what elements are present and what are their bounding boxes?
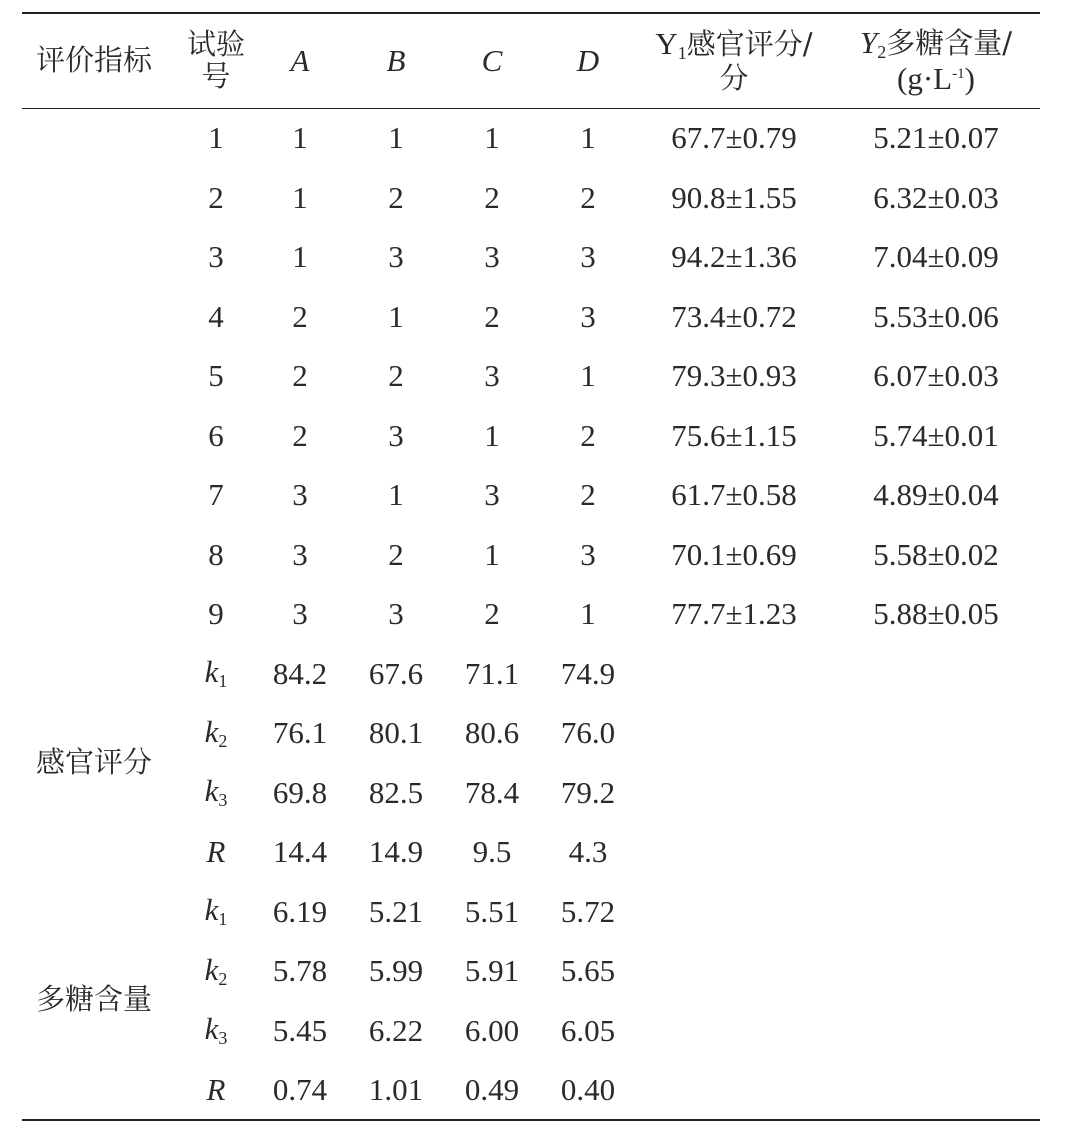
analysis-symbol: k — [204, 654, 219, 690]
trial-level-d-cell: 2 — [580, 417, 596, 453]
header-y1-label: 感官评分/ — [686, 26, 813, 61]
analysis-y1-cell-empty — [636, 822, 832, 882]
analysis-value-a-cell: 6.19 — [272, 893, 328, 929]
analysis-value-d-cell: 5.65 — [560, 953, 616, 989]
analysis-symbol: k — [204, 951, 219, 987]
analysis-value-a-cell: 5.45 — [272, 1012, 328, 1048]
analysis-y1-cell-empty — [636, 882, 832, 942]
analysis-row — [22, 882, 1040, 942]
analysis-value-c-cell: 6.00 — [464, 1012, 520, 1048]
trial-number-cell: 8 — [208, 536, 224, 572]
trial-number-cell: 7 — [208, 477, 224, 513]
trial-level-a-cell: 3 — [292, 596, 308, 632]
analysis-symbol-subscript: 3 — [218, 790, 228, 811]
trial-level-a-cell: 3 — [292, 536, 308, 572]
analysis-symbol-cell — [180, 763, 252, 823]
analysis-y2-cell-empty — [832, 1001, 1040, 1061]
trial-number-cell: 4 — [208, 298, 224, 334]
trial-level-d-cell: 2 — [580, 477, 596, 513]
analysis-symbol: k — [204, 1011, 219, 1047]
analysis-value-d-cell: 5.72 — [560, 893, 616, 929]
analysis-value-c-cell: 5.91 — [464, 953, 520, 989]
orthogonal-test-table-container — [22, 12, 1040, 1121]
analysis-row — [22, 644, 1040, 704]
analysis-value-d-cell: 79.2 — [560, 774, 616, 810]
trial-number-cell: 1 — [208, 120, 224, 156]
header-trial-number — [180, 13, 252, 108]
analysis-y2-cell-empty — [832, 644, 1040, 704]
trial-level-b-cell: 1 — [388, 298, 404, 334]
trial-level-d-cell: 1 — [580, 596, 596, 632]
analysis-symbol: R — [206, 834, 226, 870]
trial-level-c-cell: 2 — [484, 298, 500, 334]
trial-level-c-cell: 2 — [484, 596, 500, 632]
analysis-value-d-cell: 4.3 — [568, 834, 608, 870]
analysis-symbol-cell — [180, 1001, 252, 1061]
header-y1-sensory-score — [636, 13, 832, 108]
header-factor-a: A — [290, 43, 310, 79]
trial-number-cell: 2 — [208, 179, 224, 215]
trial-index-cell-empty — [22, 108, 180, 644]
table-body — [22, 108, 1040, 1120]
analysis-value-b-cell: 6.22 — [368, 1012, 424, 1048]
trial-level-b-cell: 3 — [388, 596, 404, 632]
analysis-value-c-cell: 5.51 — [464, 893, 520, 929]
analysis-value-c-cell: 80.6 — [464, 715, 520, 751]
analysis-symbol: R — [206, 1071, 226, 1107]
analysis-symbol-cell — [180, 882, 252, 942]
header-trial-number-line1: 试验 — [186, 27, 245, 62]
trial-y1-cell: 90.8±1.55 — [671, 179, 797, 215]
trial-y1-cell: 75.6±1.15 — [671, 417, 797, 453]
trial-level-b-cell: 3 — [388, 239, 404, 275]
trial-level-c-cell: 1 — [484, 417, 500, 453]
trial-level-c-cell: 1 — [484, 120, 500, 156]
analysis-symbol: k — [204, 713, 219, 749]
analysis-y1-cell-empty — [636, 1060, 832, 1120]
analysis-value-b-cell: 1.01 — [368, 1071, 424, 1107]
orthogonal-test-table — [22, 12, 1040, 1121]
analysis-symbol-cell — [180, 703, 252, 763]
trial-number-cell: 9 — [208, 596, 224, 632]
trial-level-b-cell: 2 — [388, 179, 404, 215]
analysis-symbol-subscript: 2 — [218, 968, 228, 989]
analysis-index-label: 多糖含量 — [36, 982, 153, 1017]
trial-number-cell: 5 — [208, 358, 224, 394]
analysis-value-a-cell: 14.4 — [272, 834, 328, 870]
analysis-value-b-cell: 82.5 — [368, 774, 424, 810]
analysis-value-d-cell: 6.05 — [560, 1012, 616, 1048]
analysis-value-b-cell: 14.9 — [368, 834, 424, 870]
analysis-y2-cell-empty — [832, 882, 1040, 942]
trial-level-d-cell: 1 — [580, 120, 596, 156]
trial-level-b-cell: 1 — [388, 120, 404, 156]
trial-y1-cell: 94.2±1.36 — [671, 239, 797, 275]
header-trial-number-text — [180, 29, 252, 92]
trial-level-d-cell: 3 — [580, 239, 596, 275]
analysis-value-d-cell: 76.0 — [560, 715, 616, 751]
trial-y1-cell: 67.7±0.79 — [671, 120, 797, 156]
trial-y1-cell: 77.7±1.23 — [671, 596, 797, 632]
header-y1-subscript: 1 — [677, 42, 687, 63]
header-trial-number-line2: 号 — [201, 58, 231, 93]
analysis-symbol-subscript: 3 — [218, 1028, 228, 1049]
trial-level-d-cell: 3 — [580, 536, 596, 572]
header-y2-unit-open: (g·L — [897, 61, 953, 97]
analysis-y1-cell-empty — [636, 1001, 832, 1061]
analysis-y2-cell-empty — [832, 763, 1040, 823]
trial-level-b-cell: 2 — [388, 358, 404, 394]
analysis-y1-cell-empty — [636, 941, 832, 1001]
analysis-value-c-cell: 71.1 — [464, 655, 520, 691]
trial-level-a-cell: 2 — [292, 358, 308, 394]
analysis-value-c-cell: 9.5 — [472, 834, 512, 870]
analysis-value-a-cell: 84.2 — [272, 655, 328, 691]
table-header — [22, 13, 1040, 108]
trial-level-d-cell: 1 — [580, 358, 596, 394]
trial-level-a-cell: 2 — [292, 298, 308, 334]
trial-level-c-cell: 1 — [484, 536, 500, 572]
analysis-y1-cell-empty — [636, 644, 832, 704]
analysis-symbol-cell — [180, 1060, 252, 1120]
header-y2-unit-superscript: -1 — [952, 66, 965, 83]
analysis-symbol-cell — [180, 822, 252, 882]
header-row — [22, 13, 1040, 108]
trial-row — [22, 108, 1040, 168]
header-y1-unit: 分 — [719, 61, 749, 96]
trial-level-a-cell: 2 — [292, 417, 308, 453]
analysis-value-b-cell: 67.6 — [368, 655, 424, 691]
analysis-value-c-cell: 0.49 — [464, 1071, 520, 1107]
trial-level-d-cell: 2 — [580, 179, 596, 215]
trial-y1-cell: 73.4±0.72 — [671, 298, 797, 334]
analysis-y2-cell-empty — [832, 1060, 1040, 1120]
analysis-value-b-cell: 5.21 — [368, 893, 424, 929]
trial-level-a-cell: 1 — [292, 179, 308, 215]
trial-y2-cell: 5.74±0.01 — [873, 417, 999, 453]
trial-y2-cell: 4.89±0.04 — [873, 477, 999, 513]
analysis-symbol-subscript: 1 — [218, 909, 228, 930]
trial-level-b-cell: 1 — [388, 477, 404, 513]
analysis-value-a-cell: 76.1 — [272, 715, 328, 751]
analysis-value-b-cell: 5.99 — [368, 953, 424, 989]
header-factor-c: C — [481, 43, 503, 79]
trial-level-c-cell: 3 — [484, 358, 500, 394]
analysis-value-b-cell: 80.1 — [368, 715, 424, 751]
header-y2-polysaccharide — [832, 13, 1040, 108]
analysis-symbol-subscript: 1 — [218, 671, 228, 692]
analysis-symbol: k — [204, 892, 219, 928]
trial-y2-cell: 6.07±0.03 — [873, 358, 999, 394]
analysis-value-a-cell: 69.8 — [272, 774, 328, 810]
trial-level-c-cell: 3 — [484, 477, 500, 513]
header-evaluation-index: 评价指标 — [36, 43, 153, 78]
trial-y1-cell: 70.1±0.69 — [671, 536, 797, 572]
trial-y2-cell: 5.58±0.02 — [873, 536, 999, 572]
analysis-value-a-cell: 5.78 — [272, 953, 328, 989]
analysis-y1-cell-empty — [636, 703, 832, 763]
trial-level-a-cell: 1 — [292, 120, 308, 156]
analysis-value-a-cell: 0.74 — [272, 1071, 328, 1107]
analysis-y2-cell-empty — [832, 941, 1040, 1001]
analysis-symbol-subscript: 2 — [218, 730, 228, 751]
analysis-symbol-cell — [180, 941, 252, 1001]
trial-level-c-cell: 2 — [484, 179, 500, 215]
trial-level-a-cell: 1 — [292, 239, 308, 275]
trial-level-d-cell: 3 — [580, 298, 596, 334]
trial-y2-cell: 5.53±0.06 — [873, 298, 999, 334]
analysis-value-d-cell: 74.9 — [560, 655, 616, 691]
header-y2-label: 多糖含量/ — [886, 25, 1013, 60]
trial-y2-cell: 7.04±0.09 — [873, 239, 999, 275]
header-y2-unit — [832, 62, 1040, 95]
analysis-index-label: 感官评分 — [36, 744, 153, 779]
header-factor-b: B — [386, 43, 406, 79]
analysis-y1-cell-empty — [636, 763, 832, 823]
trial-number-cell: 3 — [208, 239, 224, 275]
trial-y2-cell: 6.32±0.03 — [873, 179, 999, 215]
analysis-y2-cell-empty — [832, 822, 1040, 882]
analysis-value-c-cell: 78.4 — [464, 774, 520, 810]
analysis-symbol-cell — [180, 644, 252, 704]
trial-level-b-cell: 2 — [388, 536, 404, 572]
trial-level-b-cell: 3 — [388, 417, 404, 453]
trial-level-a-cell: 3 — [292, 477, 308, 513]
trial-y2-cell: 5.88±0.05 — [873, 596, 999, 632]
trial-y2-cell: 5.21±0.07 — [873, 120, 999, 156]
analysis-symbol: k — [204, 773, 219, 809]
trial-level-c-cell: 3 — [484, 239, 500, 275]
analysis-y2-cell-empty — [832, 703, 1040, 763]
trial-y1-cell: 79.3±0.93 — [671, 358, 797, 394]
header-y1-symbol: Y — [655, 25, 678, 61]
analysis-value-d-cell: 0.40 — [560, 1071, 616, 1107]
header-y2-unit-close: ) — [964, 61, 975, 97]
header-factor-d: D — [576, 43, 600, 79]
header-y2-symbol: Y — [859, 24, 878, 60]
trial-y1-cell: 61.7±0.58 — [671, 477, 797, 513]
trial-number-cell: 6 — [208, 417, 224, 453]
header-y2-subscript: 2 — [877, 41, 887, 62]
